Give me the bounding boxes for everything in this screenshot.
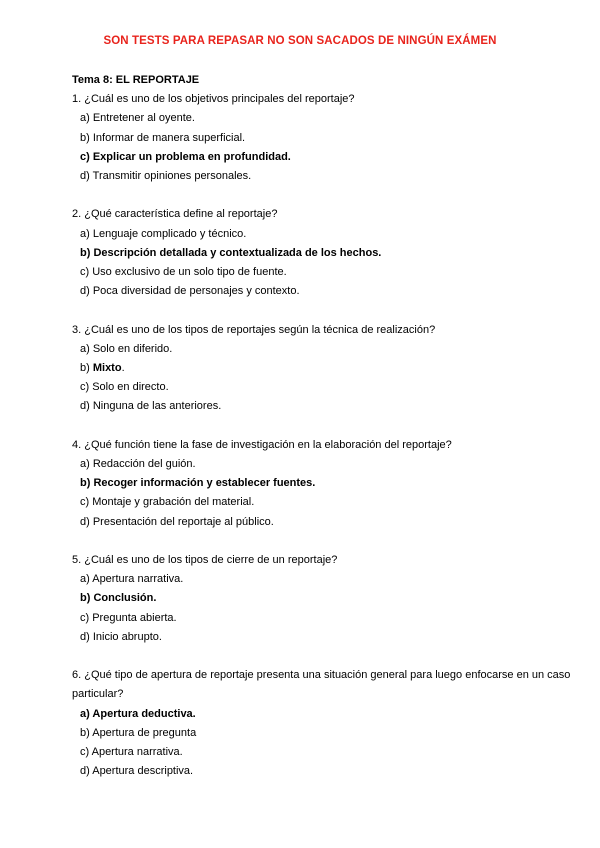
option-d: d) Inicio abrupto. bbox=[80, 630, 162, 643]
option-d: d) Apertura descriptiva. bbox=[80, 765, 194, 778]
option-d: d) Presentación del reportaje al público. bbox=[80, 515, 274, 528]
option-a: a) Solo en diferido. bbox=[80, 342, 173, 355]
option-a: a) Apertura narrativa. bbox=[80, 573, 184, 586]
topic-title: Tema 8: EL REPORTAJE bbox=[72, 74, 200, 86]
option-c: c) Uso exclusivo de un solo tipo de fuente. bbox=[80, 266, 287, 279]
option-b-answer: Mixto bbox=[92, 362, 122, 375]
option-c: c) Solo en directo. bbox=[80, 381, 169, 394]
question-text: 1. ¿Cuál es uno de los objetivos principales del reportaje? bbox=[72, 93, 355, 106]
option-b-tail: . bbox=[121, 362, 125, 375]
option-b-correct: b) Recoger información y establecer fuentes. bbox=[80, 477, 316, 490]
question-text: 4. ¿Qué función tiene la fase de investigación en la elaboración del reportaje? bbox=[72, 438, 452, 451]
spacer bbox=[72, 186, 572, 205]
option-c-correct: c) Explicar un problema en profundidad. bbox=[80, 150, 291, 163]
question-4 bbox=[72, 436, 572, 532]
option-d: d) Poca diversidad de personajes y contexto. bbox=[80, 285, 300, 298]
question-6 bbox=[72, 666, 572, 781]
spacer bbox=[72, 647, 572, 666]
question-text: 3. ¿Cuál es uno de los tipos de reportajes según la técnica de realización? bbox=[72, 323, 436, 336]
question-3 bbox=[72, 321, 572, 417]
spacer bbox=[72, 417, 572, 436]
quiz-content bbox=[72, 71, 572, 781]
option-b-correct: b) Conclusión. bbox=[80, 592, 157, 605]
option-b-prefix: b) bbox=[80, 362, 93, 375]
question-5 bbox=[72, 551, 572, 647]
option-b bbox=[72, 359, 572, 378]
option-b: b) Apertura de pregunta bbox=[80, 726, 197, 739]
question-text: 5. ¿Cuál es uno de los tipos de cierre de un reportaje? bbox=[72, 554, 338, 567]
option-a: a) Lenguaje complicado y técnico. bbox=[80, 227, 247, 240]
option-d: d) Ninguna de las anteriores. bbox=[80, 400, 222, 413]
spacer bbox=[72, 532, 572, 551]
option-a: a) Entretener al oyente. bbox=[80, 112, 195, 125]
question-text: 6. ¿Qué tipo de apertura de reportaje presenta una situación general para luego enfocarse en un caso particular? bbox=[72, 669, 571, 701]
option-c: c) Apertura narrativa. bbox=[80, 746, 183, 759]
option-a-correct: a) Apertura deductiva. bbox=[80, 707, 196, 720]
option-c: c) Pregunta abierta. bbox=[80, 611, 177, 624]
question-text: 2. ¿Qué característica define al reportaje? bbox=[72, 208, 278, 221]
option-b: b) Informar de manera superficial. bbox=[80, 131, 246, 144]
option-a: a) Redacción del guión. bbox=[80, 458, 196, 471]
option-c: c) Montaje y grabación del material. bbox=[80, 496, 255, 509]
option-b-correct: b) Descripción detallada y contextualizada de los hechos. bbox=[80, 246, 382, 259]
warning-banner: SON TESTS PARA REPASAR NO SON SACADOS DE NINGÚN EXÁMEN bbox=[103, 35, 497, 47]
option-d: d) Transmitir opiniones personales. bbox=[80, 170, 252, 183]
question-1 bbox=[72, 90, 572, 186]
spacer bbox=[72, 301, 572, 320]
question-2 bbox=[72, 205, 572, 301]
